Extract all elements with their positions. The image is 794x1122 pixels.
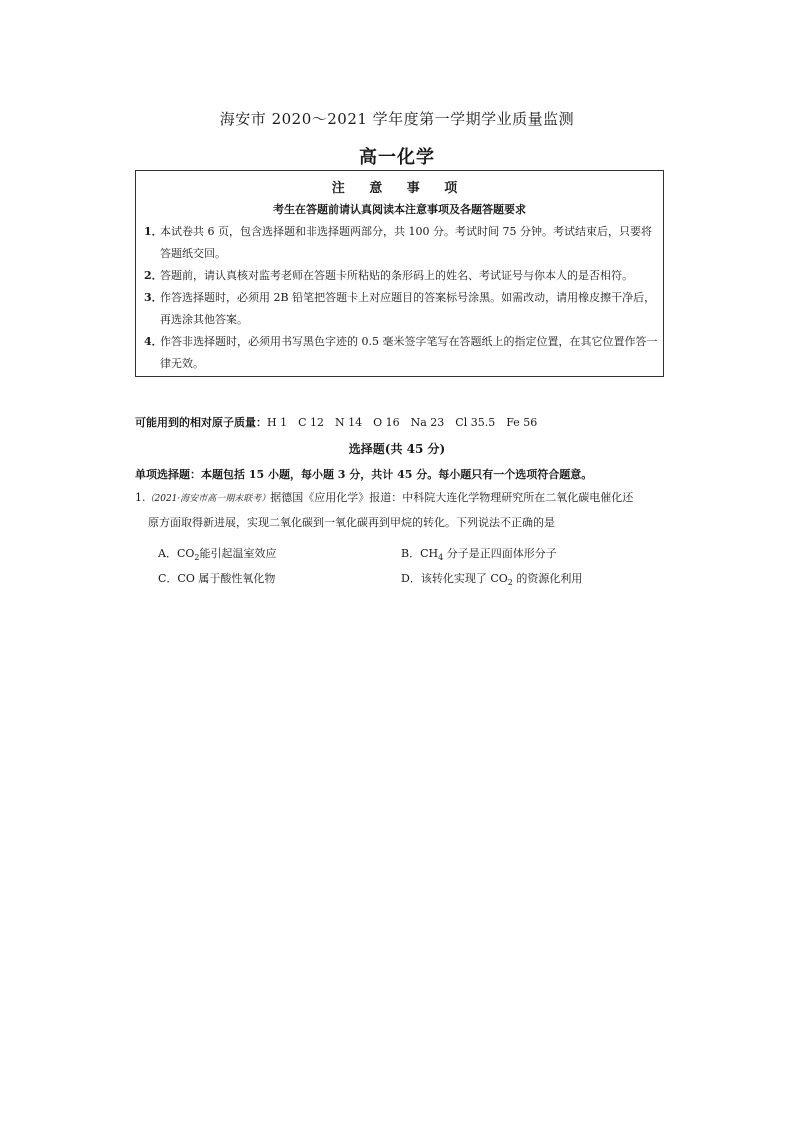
exam-subject: 高一化学 bbox=[359, 147, 435, 168]
option-c bbox=[158, 570, 275, 586]
atomic-masses-values: H 1 C 12 N 14 O 16 Na 23 Cl 35.5 Fe 56 bbox=[267, 416, 538, 429]
notice-list bbox=[144, 221, 659, 375]
option-a bbox=[158, 545, 276, 562]
atomic-masses-line bbox=[135, 414, 537, 430]
section-title: 选择题(共 45 分) bbox=[348, 442, 446, 456]
notice-item bbox=[144, 221, 659, 265]
option-text: CO bbox=[176, 547, 195, 560]
option-subscript: 2 bbox=[507, 578, 513, 588]
question-text-line1: 据德国《应用化学》报道：中科院大连化学物理研究所在二氧化碳电催化还 bbox=[270, 491, 634, 504]
atomic-masses-label: 可能用到的相对原子质量： bbox=[135, 416, 267, 429]
option-subscript: 4 bbox=[438, 553, 444, 563]
option-text: CO 属于酸性氧化物 bbox=[177, 572, 276, 585]
exam-title: 海安市 2020～2021 学年度第一学期学业质量监测 bbox=[219, 110, 575, 128]
notice-box bbox=[135, 170, 664, 377]
notice-item bbox=[144, 331, 659, 375]
option-d bbox=[401, 570, 582, 587]
option-subscript: 2 bbox=[194, 553, 200, 563]
notice-item-number: 3． bbox=[144, 291, 163, 304]
notice-item bbox=[144, 287, 659, 331]
option-text-suffix: 分子是正四面体形分子 bbox=[443, 547, 557, 560]
question-text-line2: 原方面取得新进展，实现二氧化碳到一氧化碳再到甲烷的转化。下列说法不正确的是 bbox=[148, 516, 555, 529]
notice-heading: 注 意 事 项 bbox=[331, 181, 468, 196]
notice-item-text: 作答选择题时，必须用 2B 铅笔把答题卡上对应题目的答案标号涂黑。如需改动，请用橡皮擦干净后，再选涂其他答案。 bbox=[160, 291, 656, 326]
notice-item-text: 作答非选择题时，必须用书写黑色字迹的 0.5 毫米签字笔写在答题纸上的指定位置，在其它位置作答一律无效。 bbox=[160, 335, 658, 370]
option-label: A． bbox=[158, 547, 177, 560]
question-source: （2021·海安市高一期末联考） bbox=[145, 494, 271, 504]
option-text-suffix: 的资源化利用 bbox=[512, 572, 583, 585]
notice-item-number: 4． bbox=[144, 335, 163, 348]
notice-item bbox=[144, 265, 659, 287]
option-text: CH bbox=[420, 547, 439, 560]
question-number: 1. bbox=[135, 491, 146, 504]
option-label: D． bbox=[401, 572, 421, 585]
option-text: 该转化实现了 CO bbox=[420, 572, 508, 585]
question-1 bbox=[135, 486, 675, 535]
notice-item-text: 本试卷共 6 页，包含选择题和非选择题两部分，共 100 分。考试时间 75 分钟。考试结束后，只要将答题纸交回。 bbox=[160, 225, 652, 260]
notice-item-number: 2． bbox=[144, 269, 163, 282]
notice-item-text: 答题前，请认真核对监考老师在答题卡所粘贴的条形码上的姓名、考试证号与你本人的是否相符。 bbox=[160, 269, 633, 282]
section-instructions: 单项选择题：本题包括 15 小题，每小题 3 分，共计 45 分。每小题只有一个选项符合题意。 bbox=[135, 468, 593, 481]
option-b bbox=[401, 545, 557, 562]
notice-subheading: 考生在答题前请认真阅读本注意事项及各题答题要求 bbox=[273, 203, 526, 216]
option-label: C． bbox=[158, 572, 178, 585]
notice-item-number: 1． bbox=[144, 225, 163, 238]
option-text-suffix: 能引起温室效应 bbox=[199, 547, 277, 560]
option-label: B． bbox=[401, 547, 421, 560]
